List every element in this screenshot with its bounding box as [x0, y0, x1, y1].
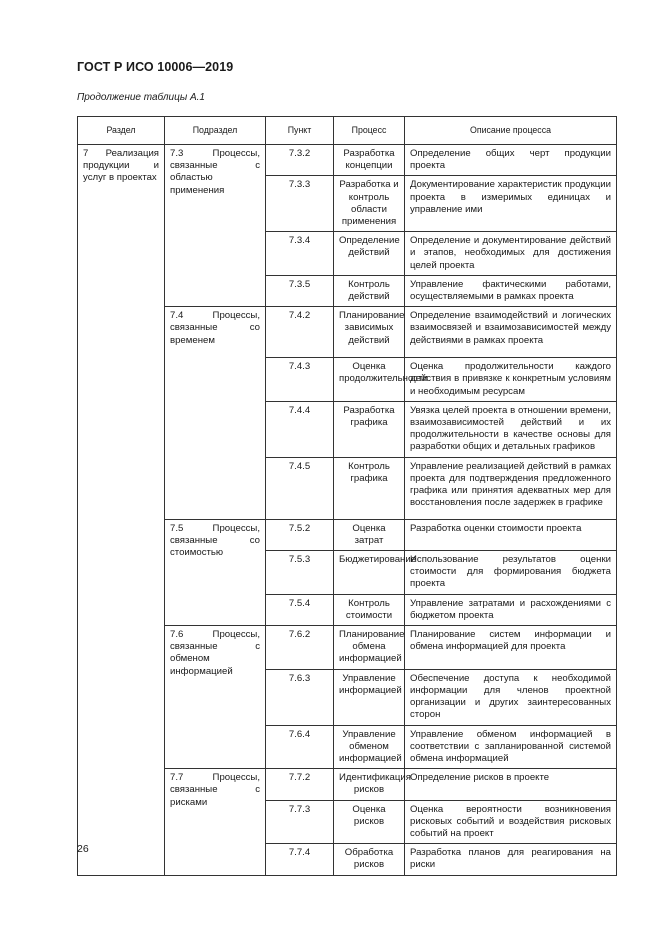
description-cell: Использование результатов оценки стоимости для формирования бюджета проекта: [405, 551, 617, 595]
description-cell: Определение общих черт продукции проекта: [405, 145, 617, 176]
document-header: ГОСТ Р ИСО 10006—2019: [77, 60, 234, 74]
item-cell: 7.6.4: [266, 725, 334, 769]
item-cell: 7.7.3: [266, 800, 334, 844]
item-cell: 7.4.2: [266, 307, 334, 358]
column-header-process: Процесс: [334, 117, 405, 145]
process-cell: Контроль стоимости: [334, 594, 405, 625]
process-table: [77, 116, 617, 876]
description-cell: Оценка продолжительности каждого действия в привязке к конкретным условиям и необходимым ресурсам: [405, 358, 617, 402]
description-cell: Определение и документирование действий и этапов, необходимых для достижения целей проекта: [405, 232, 617, 276]
column-header-subsection: Подраздел: [165, 117, 266, 145]
item-cell: 7.3.2: [266, 145, 334, 176]
process-cell: Разработка графика: [334, 401, 405, 457]
process-cell: Планирование обмена информацией: [334, 626, 405, 670]
subsection-cell: 7.5 Процессы, связанные со стоимостью: [165, 519, 266, 625]
table-body: [78, 145, 617, 876]
item-cell: 7.5.4: [266, 594, 334, 625]
description-cell: Управление затратами и расхождениями с бюджетом проекта: [405, 594, 617, 625]
description-cell: Обеспечение доступа к необходимой информации для членов проектной организации и других заинтересованных сторон: [405, 669, 617, 725]
process-cell: Бюджетирование: [334, 551, 405, 595]
description-cell: Управление фактическими работами, осуществляемыми в рамках проекта: [405, 275, 617, 306]
column-header-description: Описание процесса: [405, 117, 617, 145]
subsection-cell: 7.4 Процессы, связанные со временем: [165, 307, 266, 519]
item-cell: 7.6.3: [266, 669, 334, 725]
description-cell: Увязка целей проекта в отношении времени, взаимозависимостей действий и их продолжительности в качестве основы для разработки общих и детальных графиков: [405, 401, 617, 457]
description-cell: Оценка вероятности возникновения рисковых событий и воздействия рисковых событий на проект: [405, 800, 617, 844]
item-cell: 7.4.3: [266, 358, 334, 402]
table-header-row: [78, 117, 617, 145]
subsection-cell: 7.3 Процессы, связанные с областью применения: [165, 145, 266, 307]
item-cell: 7.3.4: [266, 232, 334, 276]
process-cell: Оценка рисков: [334, 800, 405, 844]
process-cell: Идентификация рисков: [334, 769, 405, 800]
process-cell: Обработка рисков: [334, 844, 405, 875]
item-cell: 7.3.3: [266, 176, 334, 232]
description-cell: Разработка планов для реагирования на риски: [405, 844, 617, 875]
process-cell: Оценка продолжительности: [334, 358, 405, 402]
section-cell: 7 Реализация продукции и услуг в проектах: [78, 145, 165, 876]
description-cell: Разработка оценки стоимости проекта: [405, 519, 617, 550]
page-number: 26: [77, 843, 89, 855]
process-cell: Контроль действий: [334, 275, 405, 306]
process-cell: Управление обменом информацией: [334, 725, 405, 769]
process-cell: Определение действий: [334, 232, 405, 276]
item-cell: 7.4.5: [266, 457, 334, 519]
subsection-cell: 7.7 Процессы, связанные с рисками: [165, 769, 266, 875]
table-row: [78, 145, 617, 176]
description-cell: Планирование систем информации и обмена информацией для проекта: [405, 626, 617, 670]
item-cell: 7.7.4: [266, 844, 334, 875]
process-cell: Оценка затрат: [334, 519, 405, 550]
process-cell: Разработка концепции: [334, 145, 405, 176]
description-cell: Определение взаимодействий и логических взаимосвязей и взаимозависимостей между действиями в рамках проекта: [405, 307, 617, 358]
item-cell: 7.5.3: [266, 551, 334, 595]
column-header-section: Раздел: [78, 117, 165, 145]
description-cell: Управление реализацией действий в рамках проекта для подтверждения предложенного графика или принятия адекватных мер для восстановления после задержек в графике: [405, 457, 617, 519]
item-cell: 7.3.5: [266, 275, 334, 306]
item-cell: 7.4.4: [266, 401, 334, 457]
description-cell: Управление обменом информацией в соответствии с запланированной системой обмена информацией: [405, 725, 617, 769]
description-cell: Определение рисков в проекте: [405, 769, 617, 800]
subsection-cell: 7.6 Процессы, связанные с обменом информацией: [165, 626, 266, 769]
process-cell: Планирование зависимых действий: [334, 307, 405, 358]
column-header-item: Пункт: [266, 117, 334, 145]
process-cell: Разработка и контроль области применения: [334, 176, 405, 232]
process-cell: Контроль графика: [334, 457, 405, 519]
process-cell: Управление информацией: [334, 669, 405, 725]
item-cell: 7.7.2: [266, 769, 334, 800]
item-cell: 7.6.2: [266, 626, 334, 670]
description-cell: Документирование характеристик продукции проекта в измеримых единицах и управление ими: [405, 176, 617, 232]
item-cell: 7.5.2: [266, 519, 334, 550]
table-caption: Продолжение таблицы А.1: [77, 92, 205, 103]
